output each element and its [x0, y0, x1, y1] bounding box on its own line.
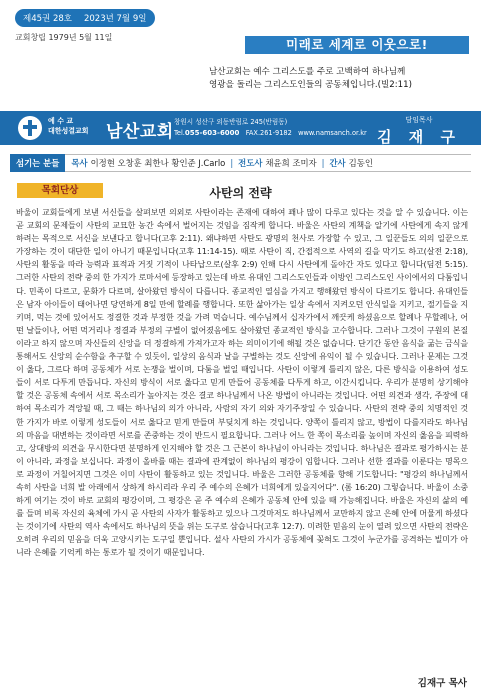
evangelist-tag: 전도사	[238, 158, 263, 168]
article-signature: 김재구 목사	[417, 678, 467, 689]
secretary-name: 김동인	[348, 158, 373, 168]
mission-line-1: 남산교회는 예수 그리스도를 주로 고백하여 하나님께	[209, 67, 406, 77]
contact-info	[174, 117, 367, 139]
website-link[interactable]: www.namsanch.or.kr	[298, 129, 367, 137]
separator: |	[321, 158, 325, 168]
denomination	[48, 116, 89, 136]
cross-logo-icon	[18, 116, 42, 140]
founded-date: 교회창립 1979년 5월 11일	[15, 33, 113, 42]
tel-label: Tel.	[174, 129, 185, 137]
issue-date: 2023년 7월 9일	[80, 9, 156, 27]
pastor-names: 이정현 오창훈 최한나 황인준 J.Carlo	[90, 158, 226, 168]
denomination-line-1: 예 수 교	[48, 117, 74, 125]
fax-number: FAX.261-9182	[245, 129, 292, 137]
pastor-title: 담임목사	[405, 116, 433, 124]
secretary-tag: 간사	[329, 158, 346, 168]
article-title: 사탄의 전략	[209, 186, 272, 200]
issue-number: 제45권 28호	[15, 9, 80, 27]
phone-line	[174, 128, 367, 139]
staff-list	[10, 154, 471, 172]
senior-pastor	[377, 115, 461, 147]
pastor-name: 김 재 구	[377, 128, 461, 146]
issue-info	[15, 9, 155, 27]
tel-number: 055-603-6000	[184, 129, 240, 137]
evangelist-names: 채윤희 조미자	[265, 158, 317, 168]
pastor-tag: 목사	[71, 158, 88, 168]
separator: |	[230, 158, 234, 168]
mission-line-2: 영광을 돌리는 그리스도인들의 공동체입니다.(빌2:11)	[209, 80, 412, 90]
denomination-line-2: 대한성결교회	[48, 127, 89, 135]
mission-statement	[209, 66, 467, 92]
address: 창원시 성산구 외동반림로 245(반림동)	[174, 118, 288, 126]
church-motto: 미래로 세계로 이웃으로!	[245, 36, 469, 54]
church-banner	[0, 111, 481, 145]
bulletin-header	[0, 0, 481, 104]
staff-heading: 섬기는 분들	[10, 154, 65, 172]
column-label: 목회단상	[17, 183, 103, 198]
church-name: 남산교회	[106, 122, 174, 142]
article-body: 바울이 교회들에게 보낸 서신들을 살펴보면 의외로 사탄이라는 존재에 대하여 꽤나 많이 다루고 있다는 것을 알 수 있습니다. 이는 곧 교회의 문제들이 사탄의 교묘한 농간 속에서 벌어지는 것임을 짐작케 합니다. 바울은 사탄의 계책을 알기에 사탄에게 속지 않게 하려는 목적으로 서신을 보낸다고 합니다(고후 2:11). 왜냐하면 사탄도 광명의 천사로 가장할 수 있고, 그 일꾼들도 의의 일꾼으로 가장하는 것이 대단한 일이 아니기 때문입니다(고후 11:14-15). 때로 사탄이 직, 간접적으로 사역의 길을 막기도 하고(살전 2:18), 사탄의 활동을 따라 능력과 표적과 거짓 기적이 나타납으로(살후 2:9) 인해 다시 사탄에게 돌아간 자도 있다고 합니다(딤전 5:15). 그러한 사탄의 전략 중의 한 가지가 로마서에 등장하고 있는데 바로 유대인 그리스도인들과 이방인 그리스도인 사이에서의 다툼입니다. 민족이 다르고, 문화가 다르며, 살아왔던 방식이 다릅니다. 종교적인 열심을 가지고 행해왔던 방식이 다르기도 합니다. 유대인들은 남자 아이들이 태어나면 당연하게 8일 만에 할례를 행합니다. 또한 삶아가는 일상 속에서 지켜오던 안식일을 지키고, 절기들을 지키며, 먹는 것에 있어서도 정결한 것과 부정한 것을 가려 먹습니다. 예수님께서 십자가에서 깨끗케 하셨음으로 할례나 무할례나, 어떤 날들이나, 어떤 먹거리나 정결과 부정의 구별이 없어졌음에도 살아왔던 종교적인 방식을 고수합니다. 그러나 그것이 구원의 본질이라고 하지 않으며 자신들의 신앙을 더 정결하게 가져가고자 하는 의미이기에 해될 것은 없습니다. 단기간 동안 음식을 굶는 금식을 통해서도 신앙의 순수함을 추구할 수 있듯이, 일상의 음식과 날을 구별하는 것도 신앙에 유익이 될 수 있습니다. 그러나 문제는 그것이 옳다, 그르다 하며 공동체가 서로 논쟁을 벌이며, 다툼을 벌일 때입니다. 사탄이 이렇게 틀리지 않은, 다른 방식을 이용하여 성도들이 서로 다투게 만듭니다. 자신의 방식이 서로 옳다고 믿게 만들어 공동체를 다투게 하고, 이간시킵니다. 우리가 분명히 상기해야 할 것은 공동체 속에서 서로 목소리가 높아지는 것은 결코 하나님께서 나온 방법이 아니라는 것입니다. 어떤 의견과 생각, 주장에 대하여 목소리가 격앙될 때, 그 때는 하나님의 의가 아니라, 사람의 자기 의와 자기주장일 수 있습니다. 사탄의 전략 중의 치명적인 것 한 가지가 바로 이렇게 성도들이 서로 옳다고 믿게 만들며 부딪치게 하는 것입니다. 양쪽이 틀리지 않고, 방법이 다를지라도 하나님의 마음을 대변하는 것이라면 서로를 존중하는 것이 반드시 필요합니다. 그러나 어느 한 쪽이 목소리를 높이며 자신의 옳음을 피력하고, 상대방의 의견을 무시한다면 분명하게 인지해야 할 것은 그 근본이 하나님이 아니라는 것입니다. 하나님은 결과로 평가하시는 분이 아니라, 과정을 보십니다. 과정이 올바를 때는 결과에 관계없이 하나님의 평강이 임합니다. 그러나 선한 결과를 이룬다는 명목으로 과정이 거칠어지면 그것은 이미 사탄이 활동하고 있는 것입니다. 바울은 그러한 공동체를 향해 기도합니다: "평강의 하나님께서 속히 사탄을 너희 발 아래에서 상하게 하시리라 우리 주 예수의 은혜가 너희에게 있을지어다". (롬 16:20) 그렇습니다. 바울이 소중하게 여기는 것이 바로 교회의 평강이며, 그 평강은 곧 주 예수의 은혜가 공동체 안에 있을 때 가능해집니다. 바울은 자신의 삶의 예를 들며 비록 자신의 육체에 가시 곧 사탄의 사자가 활동하고 있으나 그것마저도 하나님께서 교만하지 않고 은혜 안에 머물게 하셨다는 것이기에 사탄의 역사 속에서도 하나님의 뜻을 위는 도구로 삼습니다(고후 12:7). 미려한 믿음의 눈이 열려 있으면 사탄의 전략은 오히려 우리의 믿음을 더욱 고양시키는 도구일 뿐입니다. 설사 사탄의 가시가 공동체에 꽂혀도 그것이 누군가를 공격하는 빌미가 아니라 은혜를 기억케 하는 통로가 될 것이기 때문입니다.	[16, 208, 468, 558]
